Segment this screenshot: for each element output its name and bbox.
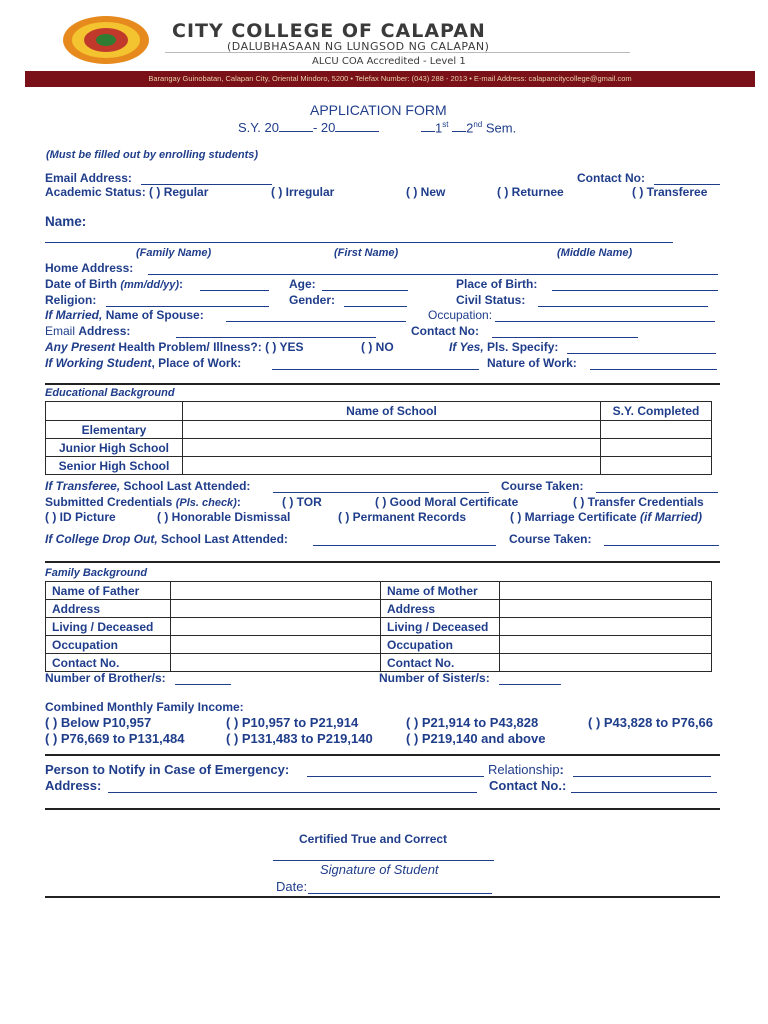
mother-occupation-label: Occupation (381, 636, 500, 654)
father-name-label: Name of Father (46, 582, 171, 600)
section-divider (45, 808, 720, 810)
mother-name-label: Name of Mother (381, 582, 500, 600)
dob-text: Date of Birth (45, 277, 117, 291)
section-divider (45, 383, 720, 385)
health-no[interactable]: ( ) NO (361, 340, 394, 354)
status-returnee[interactable]: ( ) Returnee (497, 185, 564, 199)
mother-address-cell[interactable] (500, 600, 712, 618)
date-field[interactable] (308, 893, 492, 894)
father-name-cell[interactable] (171, 582, 381, 600)
section-divider (45, 561, 720, 563)
pob-text: Place of Birth (456, 277, 534, 291)
home-address-field[interactable] (148, 274, 718, 275)
sem-2: 2 (466, 120, 474, 136)
nature-of-work-field[interactable] (590, 369, 717, 370)
occupation-text: Occupation (428, 308, 489, 322)
senior-high-sy-cell[interactable] (601, 457, 712, 475)
emergency-address-label: Address: (45, 778, 102, 793)
mother-name-cell[interactable] (500, 582, 712, 600)
contact-no-label: Contact No: (411, 324, 479, 338)
income-option[interactable]: ( ) P76,669 to P131,484 (45, 731, 185, 746)
dropout-school-text: School Last Attended: (161, 532, 288, 546)
brothers-field[interactable] (175, 684, 231, 685)
father-living-cell[interactable] (171, 618, 381, 636)
cred-marriage[interactable] (510, 510, 702, 524)
occupation-field[interactable] (495, 321, 715, 322)
sem-suffix: Sem. (485, 120, 517, 136)
family-name-caption: (Family Name) (136, 247, 212, 259)
name-field[interactable] (45, 242, 673, 243)
name-label: Name: (45, 214, 87, 229)
father-occupation-label: Occupation (46, 636, 171, 654)
father-occupation-cell[interactable] (171, 636, 381, 654)
brothers-label: Number of Brother/s: (45, 671, 166, 685)
family-heading: Family Background (45, 567, 148, 579)
submitted-text: Submitted Credentials (45, 495, 173, 509)
email-2-address: Address: (78, 324, 131, 338)
junior-high-school-cell[interactable] (183, 439, 601, 457)
mother-occupation-cell[interactable] (500, 636, 712, 654)
mother-living-label: Living / Deceased (381, 618, 500, 636)
email-2-text: Email (45, 324, 76, 338)
address-bar: Barangay Guinobatan, Calapan City, Oriental Mindoro, 5200 • Telefax Number: (043) 288 - 2013 • E-mail Address: calapancitycollege@gmail.com (25, 71, 755, 87)
emergency-person-field[interactable] (307, 776, 484, 777)
sisters-label: Number of Sister/s: (379, 671, 490, 685)
family-table (45, 581, 712, 672)
education-heading: Educational Background (45, 387, 175, 399)
mother-living-cell[interactable] (500, 618, 712, 636)
if-yes: If Yes, (449, 340, 484, 354)
health-label (45, 340, 304, 354)
first-name-caption: (First Name) (334, 247, 399, 259)
emergency-contact-label: Contact No.: (489, 778, 567, 793)
status-transferee[interactable]: ( ) Transferee (632, 185, 708, 199)
education-row (46, 457, 712, 475)
contact-label: Contact No: (577, 171, 645, 185)
section-divider (45, 754, 720, 756)
elementary-school-cell[interactable] (183, 421, 601, 439)
if-transferee: If Transferee, (45, 479, 121, 493)
pls-check: (Pls. check) (175, 497, 237, 509)
place-of-work: , Place of Work: (151, 356, 242, 370)
education-row (46, 439, 712, 457)
dob-format: (mm/dd/yy) (120, 279, 180, 291)
mother-address-label: Address (381, 600, 500, 618)
course-taken-label: Course Taken: (501, 479, 584, 493)
sem-1: 1 (435, 120, 443, 136)
cred-id-picture[interactable]: ( ) ID Picture (45, 510, 116, 524)
email-label: Email Address: (45, 171, 132, 185)
form-note: (Must be filled out by enrolling students) (46, 149, 259, 161)
cred-honorable[interactable]: ( ) Honorable Dismissal (157, 510, 291, 524)
col-school-header: Name of School (183, 402, 601, 421)
occupation-label: Occupation: (428, 308, 493, 322)
father-contact-label: Contact No. (46, 654, 171, 672)
marriage-text: ( ) Marriage Certificate (510, 510, 637, 524)
income-option[interactable]: ( ) P219,140 and above (406, 731, 546, 746)
if-dropout: If College Drop Out, (45, 532, 158, 546)
sy-mid: - 20 (312, 120, 336, 135)
junior-high-sy-cell[interactable] (601, 439, 712, 457)
income-option[interactable]: ( ) P43,828 to P76,66 (588, 715, 714, 730)
school-year (238, 120, 379, 135)
cred-tor[interactable]: ( ) TOR (282, 495, 322, 509)
email-2-label (45, 324, 130, 338)
semester (421, 120, 516, 135)
row-senior-high: Senior High School (46, 457, 183, 475)
place-of-work-field[interactable] (272, 369, 479, 370)
specify-field[interactable] (567, 353, 716, 354)
emergency-contact-field[interactable] (571, 792, 717, 793)
religion-label: Religion: (45, 293, 97, 307)
college-seal (62, 15, 150, 65)
spouse-field[interactable] (226, 321, 406, 322)
health-yes[interactable]: Health Problem/ Illness?: ( ) YES (118, 340, 304, 354)
submitted-credentials-label: Submitted Credentials (Pls. check): (45, 495, 241, 509)
marriage-if-married: (if Married) (640, 510, 703, 524)
any-present: Any Present (45, 340, 116, 354)
father-contact-cell[interactable] (171, 654, 381, 672)
work-label (45, 356, 241, 370)
gender-label: Gender: (289, 293, 336, 307)
email-2-field[interactable] (176, 337, 376, 338)
dropout-school-field[interactable] (313, 545, 496, 546)
row-junior-high: Junior High School (46, 439, 183, 457)
relationship-label: Relationship: (488, 762, 564, 777)
pob-label: Place of Birth: (456, 277, 538, 291)
header-divider (165, 52, 630, 53)
sy-prefix: S.Y. 20 (238, 120, 279, 135)
sem-2-sup: nd (473, 120, 483, 129)
pls-specify: Pls. Specify: (487, 340, 559, 354)
nature-of-work-label: Nature of Work: (487, 356, 577, 370)
college-name: CITY COLLEGE OF CALAPAN (172, 20, 486, 42)
age-field[interactable] (322, 290, 408, 291)
education-row (46, 421, 712, 439)
dob-label: Date of Birth (mm/dd/yy): (45, 277, 184, 291)
col-sy-header: S.Y. Completed (601, 402, 712, 421)
if-married: If Married, (45, 308, 103, 322)
emergency-person-label: Person to Notify in Case of Emergency: (45, 762, 290, 777)
father-address-cell[interactable] (171, 600, 381, 618)
education-corner (46, 402, 183, 421)
relationship-field[interactable] (573, 776, 711, 777)
accreditation-text: ALCU COA Accredited - Level 1 (312, 56, 466, 67)
if-working: If Working Student (45, 356, 152, 370)
section-divider (45, 896, 720, 898)
age-label: Age: (289, 277, 316, 291)
civil-status-label: Civil Status: (456, 293, 526, 307)
college-subtitle: (DALUBHASAAN NG LUNGSOD NG CALAPAN) (227, 40, 490, 53)
signature-field[interactable] (273, 860, 494, 861)
sem-1-sup: st (442, 120, 449, 129)
cred-transfer[interactable]: ( ) Transfer Credentials (573, 495, 704, 509)
religion-field[interactable] (106, 306, 269, 307)
income-option[interactable]: ( ) Below P10,957 (45, 715, 152, 730)
contact-no-field[interactable] (492, 337, 638, 338)
status-new[interactable]: ( ) New (406, 185, 446, 199)
dropout-label (45, 532, 288, 546)
mother-contact-cell[interactable] (500, 654, 712, 672)
academic-status-regular[interactable]: Academic Status: ( ) Regular (45, 185, 209, 199)
income-option[interactable]: ( ) P21,914 to P43,828 (406, 715, 539, 730)
income-option[interactable]: ( ) P131,483 to P219,140 (226, 731, 373, 746)
date-label: Date: (276, 879, 308, 894)
form-title: APPLICATION FORM (310, 102, 447, 118)
spouse-label (45, 308, 204, 322)
dropout-course-field[interactable] (604, 545, 719, 546)
father-living-label: Living / Deceased (46, 618, 171, 636)
cred-good-moral[interactable]: ( ) Good Moral Certificate (375, 495, 519, 509)
sisters-field[interactable] (499, 684, 561, 685)
if-yes-label (449, 340, 558, 354)
cred-permanent[interactable]: ( ) Permanent Records (338, 510, 467, 524)
education-table (45, 401, 712, 475)
father-address-label: Address (46, 600, 171, 618)
row-elementary: Elementary (46, 421, 183, 439)
home-address-label: Home Address: (45, 261, 134, 275)
spouse-text: Name of Spouse: (105, 308, 204, 322)
status-irregular[interactable]: ( ) Irregular (271, 185, 335, 199)
gender-field[interactable] (344, 306, 407, 307)
middle-name-caption: (Middle Name) (557, 247, 633, 259)
certified-label: Certified True and Correct (299, 832, 448, 846)
relationship-text: Relationship (488, 762, 560, 777)
course-taken-field[interactable] (596, 492, 718, 493)
civil-status-field[interactable] (538, 306, 708, 307)
income-option[interactable]: ( ) P10,957 to P21,914 (226, 715, 359, 730)
emergency-address-field[interactable] (108, 792, 477, 793)
transferee-school-field[interactable] (273, 492, 489, 493)
dob-field[interactable] (200, 290, 269, 291)
income-heading: Combined Monthly Family Income: (45, 700, 244, 714)
pob-field[interactable] (552, 290, 718, 291)
senior-high-school-cell[interactable] (183, 457, 601, 475)
mother-contact-label: Contact No. (381, 654, 500, 672)
elementary-sy-cell[interactable] (601, 421, 712, 439)
signature-caption: Signature of Student (320, 862, 439, 877)
transferee-label (45, 479, 250, 493)
school-last-attended: School Last Attended: (123, 479, 251, 493)
dropout-course-label: Course Taken: (509, 532, 592, 546)
